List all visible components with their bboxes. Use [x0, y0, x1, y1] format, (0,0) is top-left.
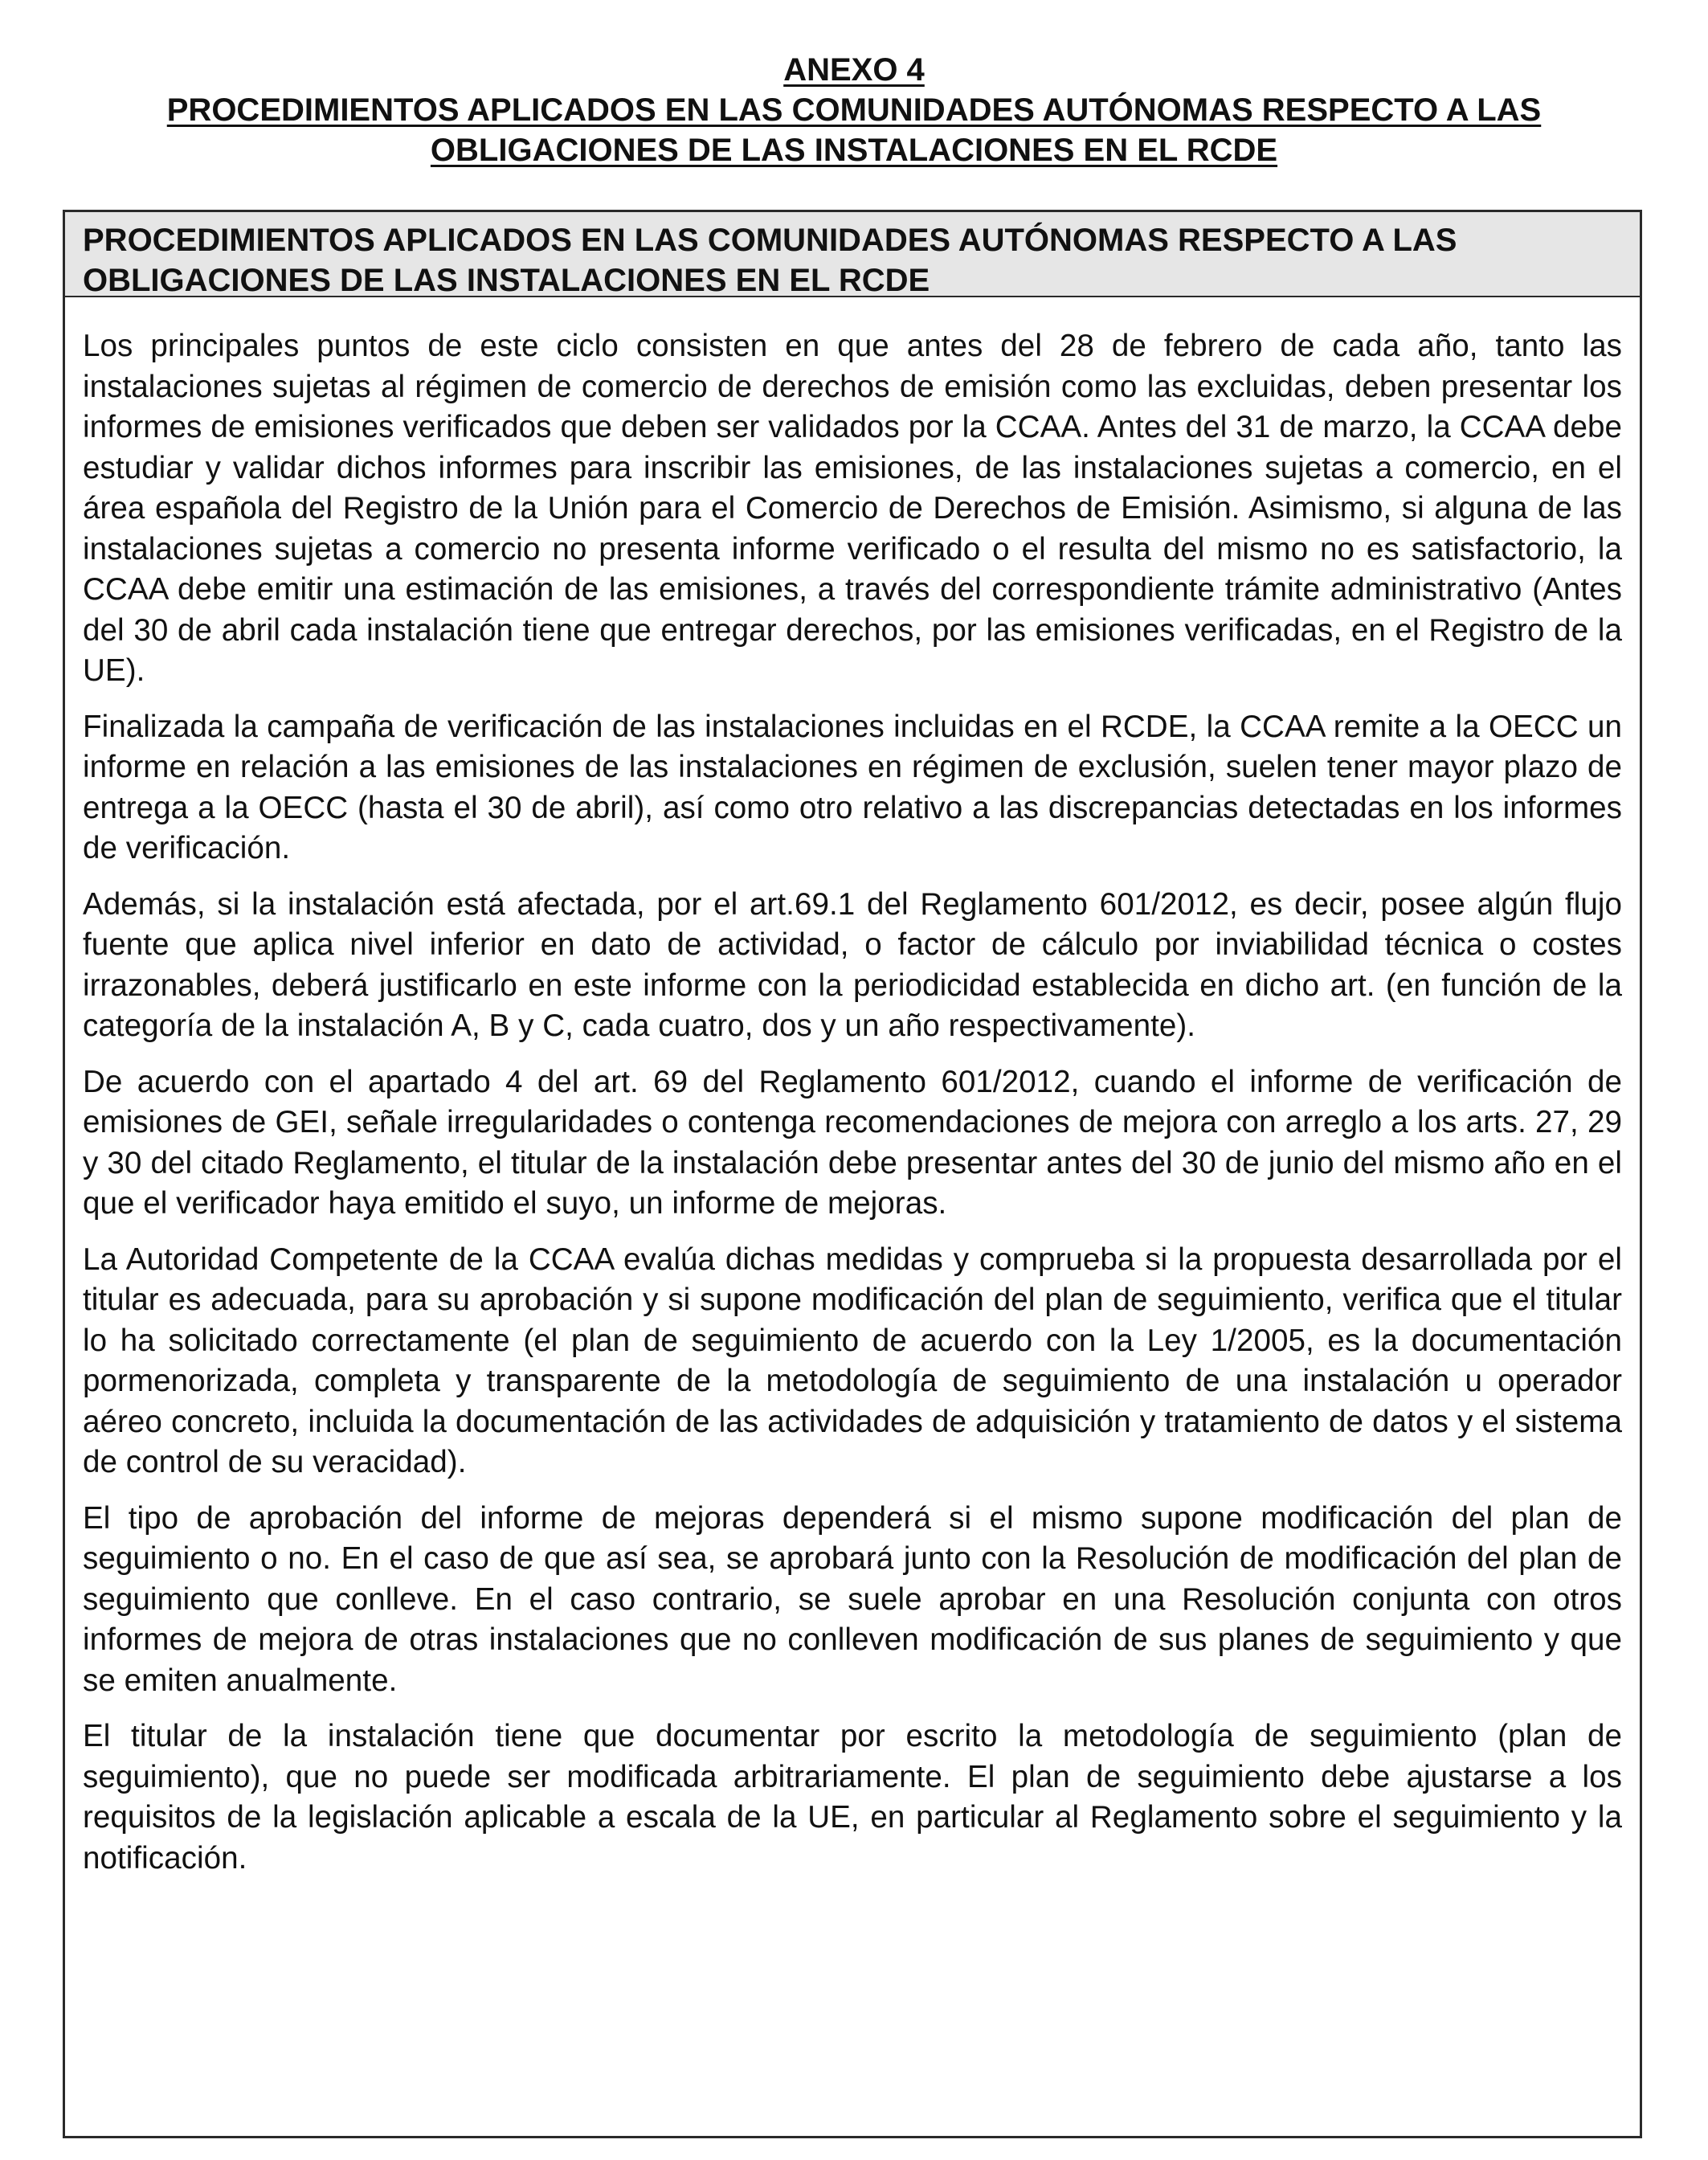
paragraph-approval-type: El tipo de aprobación del informe de mejoras dependerá si el mismo supone modificación del plan de seguimiento o no. En el caso de que así sea, se aprobará junto con la Resolución de modificación del plan de seguimiento que conlleve. En el caso contrario, se suele aprobar en una Resolución conjunta con otros informes de mejora de otras instalaciones que no conlleven modificación de sus planes de seguimiento y que se emiten anualmente. [83, 1500, 1622, 1698]
paragraph-improvement-report: De acuerdo con el apartado 4 del art. 69 del Reglamento 601/2012, cuando el informe de verificación de emisiones de GEI, señale irregularidades o contenga recomendaciones de mejora con arreglo a los arts. 27, 29 y 30 del citado Reglamento, el titular de la instalación debe presentar antes del 30 de junio del mismo año en el que el verificador haya emitido el suyo, un informe de mejoras. [83, 1064, 1622, 1221]
annex-title-line-2: OBLIGACIONES DE LAS INSTALACIONES EN EL RCDE [430, 133, 1278, 168]
paragraph-art-69-1: Además, si la instalación está afectada, por el art.69.1 del Reglamento 601/2012, es decir, posee algún flujo fuente que aplica nivel inferior en dato de actividad, o factor de cálculo por inviabilidad técnica o costes irrazonables, deberá justificarlo en este informe con la periodicidad establecida en dicho art. (en función de la categoría de la instalación A, B y C, cada cuatro, dos y un año respectivamente). [83, 886, 1622, 1043]
paragraph-competent-authority: La Autoridad Competente de la CCAA evalúa dichas medidas y comprueba si la propuesta desarrollada por el titular es adecuada, para su aprobación y si supone modificación del plan de seguimiento, verifica que el titular lo ha solicitado correctamente (el plan de seguimiento de acuerdo con la Ley 1/2005, es la documentación pormenorizada, completa y transparente de la metodología de seguimiento de una instalación u operador aéreo concreto, incluida la documentación de las actividades de adquisición y tratamiento de datos y el sistema de control de su veracidad). [83, 1242, 1622, 1479]
procedures-box [63, 210, 1642, 2138]
annex-number: ANEXO 4 [783, 52, 925, 88]
procedures-box-body [65, 297, 1640, 1879]
paragraph-emissions-cycle: Los principales puntos de este ciclo consisten en que antes del 28 de febrero de cada año, tanto las instalaciones sujetas al régimen de comercio de derechos de emisión como las excluidas, deben presentar los informes de emisiones verificados que deben ser validados por la CCAA. Antes del 31 de marzo, la CCAA debe estudiar y validar dichos informes para inscribir las emisiones, de las instalaciones sujetas a comercio, en el área española del Registro de la Unión para el Comercio de Derechos de Emisión. Asimismo, si alguna de las instalaciones sujetas a comercio no presenta informe verificado o el resulta del mismo no es satisfactorio, la CCAA debe emitir una estimación de las emisiones, a través del correspondiente trámite administrativo (Antes del 30 de abril cada instalación tiene que entregar derechos, por las emisiones verificadas, en el Registro de la UE). [83, 329, 1622, 688]
annex-heading [64, 50, 1644, 170]
paragraph-monitoring-plan: El titular de la instalación tiene que documentar por escrito la metodología de seguimiento (plan de seguimiento), que no puede ser modificada arbitrariamente. El plan de seguimiento debe ajustarse a los requisitos de la legislación aplicable a escala de la UE, en particular al Reglamento sobre el seguimiento y la notificación. [83, 1719, 1622, 1876]
annex-title-line-1: PROCEDIMIENTOS APLICADOS EN LAS COMUNIDADES AUTÓNOMAS RESPECTO A LAS [166, 92, 1542, 128]
paragraph-verification-campaign: Finalizada la campaña de verificación de las instalaciones incluidas en el RCDE, la CCAA remite a la OECC un informe en relación a las emisiones de las instalaciones en régimen de exclusión, suelen tener mayor plazo de entrega a la OECC (hasta el 30 de abril), así como otro relativo a las discrepancias detectadas en los informes de verificación. [83, 709, 1622, 865]
procedures-box-header: PROCEDIMIENTOS APLICADOS EN LAS COMUNIDADES AUTÓNOMAS RESPECTO A LAS OBLIGACIONES DE LAS INSTALACIONES EN EL RCDE [65, 212, 1640, 297]
